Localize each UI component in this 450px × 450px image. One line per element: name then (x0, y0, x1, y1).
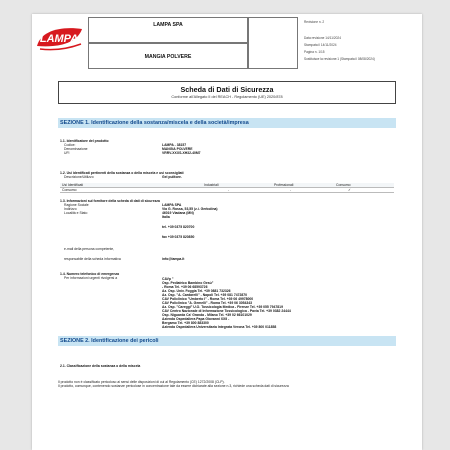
s13-phone-value: tel. +39 0375 820700 (162, 225, 195, 229)
s13-email-label: e-mail della persona competente, (64, 247, 115, 251)
uses-col-industrial: Industriali (204, 183, 219, 187)
lampa-logo (35, 24, 85, 54)
s11-name-value: MANGIA POLVERE (162, 147, 193, 151)
section-1-heading: SEZIONE 1. Identificazione della sostanza/miscela e della società/impresa (58, 118, 396, 128)
document-header (34, 17, 420, 69)
document-title: Scheda di Dati di Sicurezza (180, 85, 274, 94)
revision-number: Revisione n. 2 (304, 20, 325, 24)
s13-fax-value: fax +39 0375 820850 (162, 235, 195, 239)
uses-col-consumer: Consumo (336, 183, 351, 187)
s13-company-label: Ragione Sociale (64, 203, 89, 207)
emergency-line: Az. Osp. "A. Cardarelli" - Napoli Tel. +39 081 7472870 (162, 293, 248, 297)
uses-row-industrial: - (228, 188, 230, 192)
revision-cell (248, 17, 298, 69)
s13-company-value: LAMPA SPA (162, 203, 182, 207)
s14-label: Per informazioni urgenti rivolgersi a (64, 276, 118, 280)
s11-code-label: Codice: (64, 143, 76, 147)
uses-col-professional: Professionali (274, 183, 294, 187)
s11-name-label: Denominazione (64, 147, 88, 151)
s11-code-value: LAMPA - 38157 (162, 143, 187, 147)
company-name: LAMPA SPA (88, 17, 248, 43)
emergency-line: CAVp " (162, 277, 174, 281)
s21-line: Il prodotto, comunque, contenendo sostanze pericolose in concentrazione tale da essere dichiarate alla sezione n.3, richiede una scheda dati di sicurezza (58, 384, 289, 389)
s21-paragraph (58, 380, 396, 389)
uses-col-identified: Usi Identificati (62, 183, 84, 187)
s11-ufi-label: UFI (64, 151, 70, 155)
s13-responsible-label: responsabile della scheda informativa (64, 257, 121, 261)
revision-date: Data revisione 14/11/2024 (304, 36, 341, 40)
emergency-line: CAV Policlinico "A. Gemelli" - Roma Tel. +39 06 3054343 (162, 301, 253, 305)
s13-address-value: Via G. Rossa, 53,55 (z.i. Gerbolina) (162, 207, 218, 211)
page-number: Pagina n. 1/15 (304, 50, 325, 54)
s12-desc-value: Gel pulitore. (162, 175, 182, 179)
emergency-line: CAV Centro Nazionale di Informazione Tossicologica - Pavia Tel. +39 0382 24444 (162, 309, 291, 313)
document-subtitle: Conforme all'Allegato II del REACH - Regolamento (UE) 2020/878 (171, 95, 283, 99)
s12-heading: 1.2. Usi identificati pertinenti della sostanza o della miscela e usi sconsigliati (60, 171, 184, 175)
s21-line: Il prodotto non è classificato pericoloso ai sensi delle disposizioni di cui al Regolamento (CE) 1272/2008 (CLP). (58, 380, 225, 384)
emergency-line: - Roma Tel. +39 06 68593726 (162, 285, 208, 289)
emergency-line: Osp. Pediatrico Bambino Gesù" (162, 281, 214, 285)
s13-country-value: Italia (162, 215, 170, 219)
emergency-line: Azienda Ospedaliera Papa Giovanni XXII - (162, 317, 230, 321)
uses-row-label: Consumo (62, 188, 77, 192)
section-2-heading: SEZIONE 2. Identificazione dei pericoli (58, 336, 396, 346)
s13-heading: 1.3. Informazioni sul fornitore della scheda di dati di sicurezza (60, 199, 160, 203)
replaces-revision: Sostituisce la revisione:1 (Stampata il 08/08/2024) (304, 57, 375, 61)
title-box (58, 81, 396, 104)
s21-heading: 2.1. Classificazione della sostanza o della miscela (60, 364, 141, 368)
emergency-line: CAV Policlinico "Umberto I" - Roma Tel. +39 06 49978000 (162, 297, 254, 301)
product-name: MANGIA POLVERE (88, 43, 248, 69)
s13-email-value[interactable]: info@lampa.it (162, 257, 185, 261)
s13-address-label: Indirizzo (64, 207, 77, 211)
logo-text: LAMPA (39, 33, 79, 45)
s11-heading: 1.1. Identificatore del prodotto (60, 139, 109, 143)
s13-city-value: 46019 Viadana (MN) (162, 211, 194, 215)
s11-ufi-value: VRRV-XXXS-XH32-40M7 (162, 151, 201, 155)
s14-heading: 1.4. Numero telefonico di emergenza (60, 272, 119, 276)
sds-page (32, 14, 422, 450)
emergency-line: Az. Osp. "Careggi" U.O. Tossicologia Medica - Firenze Tel. +39 055 7947819 (162, 305, 283, 309)
uses-row-consumer: ✓ (348, 188, 351, 192)
uses-table-bottom (60, 192, 394, 193)
emergency-line: Osp. Niguarda Ca' Granda - Milano Tel. +39 02 66101029 (162, 313, 252, 317)
s12-desc-label: Descrizione/Utilizzo (64, 175, 94, 179)
print-date: Stampata il 14/11/2024 (304, 43, 337, 47)
emergency-line: Bergamo Tel. +39 800 883300 (162, 321, 209, 325)
s13-city-label: Località e Stato (64, 211, 88, 215)
emergency-line: Az. Osp. Univ. Foggia Tel. +39 0881 732326 (162, 289, 231, 293)
lampa-logo-icon (35, 24, 85, 54)
emergency-line: Azienda Ospedaliera Universitaria Integrata Verona Tel. +39 800 011858 (162, 325, 277, 329)
uses-row-professional: - (290, 188, 292, 192)
